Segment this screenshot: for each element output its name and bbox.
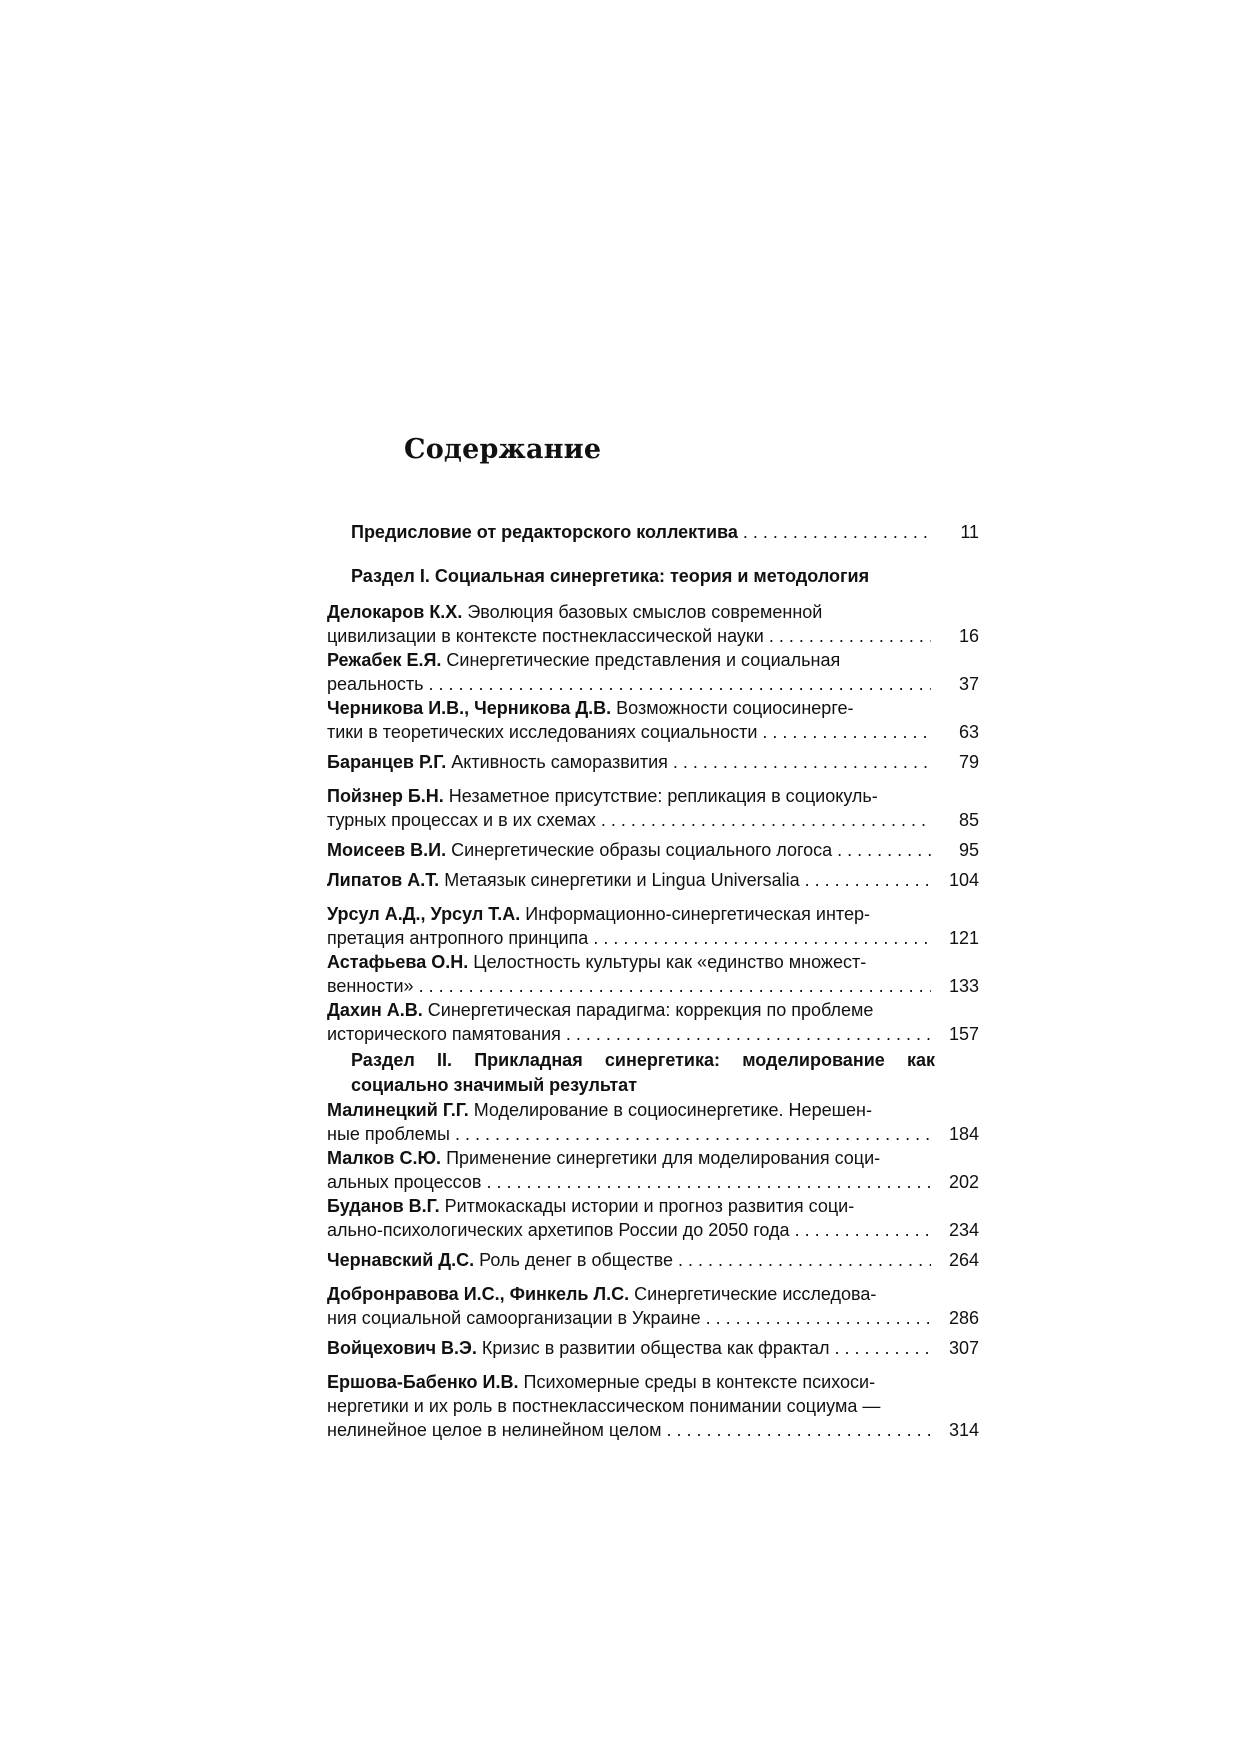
toc-entry[interactable] <box>327 1098 979 1146</box>
entry-title-cont: тики в теоретических исследованиях социальности <box>327 722 758 742</box>
leader-dots <box>486 1170 931 1194</box>
page-number: 202 <box>948 1172 979 1192</box>
toc-entry[interactable] <box>327 648 979 696</box>
entry-author: Пойзнер Б.Н. <box>327 786 444 806</box>
entry-title-cont: реальность <box>327 674 424 694</box>
entry-title: Метаязык синергетики и Lingua Universalia <box>439 870 800 890</box>
entry-title: Применение синергетики для моделирования соци- <box>441 1148 881 1168</box>
entry-title: Незаметное присутствие: репликация в социокуль- <box>443 786 878 806</box>
leader-dots <box>769 624 931 648</box>
section-heading-line: социально значимый результат <box>351 1075 638 1095</box>
toc-entry[interactable] <box>327 868 979 892</box>
table-of-contents <box>327 520 979 1442</box>
toc-entry[interactable] <box>327 1146 979 1194</box>
entry-title: Синергетическая парадигма: коррекция по проблеме <box>422 1000 874 1020</box>
leader-dots <box>805 868 931 892</box>
page-number: 79 <box>958 752 979 772</box>
section-heading-line: Раздел II. Прикладная синергетика: моделирование как <box>351 1050 935 1070</box>
page-number: 11 <box>960 522 979 542</box>
entry-title-cont: венности» <box>327 976 414 996</box>
entry-author: Малков С.Ю. <box>327 1148 442 1168</box>
toc-entry[interactable] <box>327 950 979 998</box>
section-heading <box>327 1048 935 1098</box>
section-heading: Раздел I. Социальная синергетика: теория и методология <box>351 566 870 586</box>
leader-dots <box>762 720 931 744</box>
page-number: 133 <box>948 976 979 996</box>
toc-entry[interactable] <box>327 838 979 862</box>
page-number: 95 <box>958 840 979 860</box>
page-number: 314 <box>948 1420 979 1440</box>
entry-title: Эволюция базовых смыслов современной <box>462 602 823 622</box>
toc-entry-preface[interactable] <box>351 520 979 544</box>
entry-author: Добронравова И.С., Финкель Л.С. <box>327 1284 630 1304</box>
leader-dots <box>673 750 931 774</box>
entry-title: Психомерные среды в контексте психоси- <box>518 1372 876 1392</box>
entry-title: Кризис в развитии общества как фрактал <box>476 1338 830 1358</box>
leader-dots <box>667 1418 931 1442</box>
entry-title: Моделирование в социосинергетике. Нерешен- <box>468 1100 872 1120</box>
entry-author: Чернавский Д.С. <box>327 1250 475 1270</box>
toc-entry[interactable] <box>327 1194 979 1242</box>
leader-dots <box>837 838 931 862</box>
entry-title-cont: ально-психологических архетипов России до 2050 года <box>327 1220 790 1240</box>
entry-author: Черникова И.В., Черникова Д.В. <box>327 698 612 718</box>
toc-entry[interactable] <box>327 696 979 744</box>
page-number: 85 <box>958 810 979 830</box>
page-number: 234 <box>948 1220 979 1240</box>
leader-dots <box>429 672 932 696</box>
toc-entry[interactable] <box>327 1282 979 1330</box>
entry-author: Буданов В.Г. <box>327 1196 440 1216</box>
leader-dots <box>835 1336 931 1360</box>
entry-title-cont: претация антропного принципа <box>327 928 589 948</box>
toc-entry[interactable] <box>327 1370 979 1442</box>
entry-title: Активность саморазвития <box>446 752 668 772</box>
page-number: 157 <box>948 1024 979 1044</box>
leader-dots <box>455 1122 931 1146</box>
entry-author: Малинецкий Г.Г. <box>327 1100 469 1120</box>
entry-title-cont: ния социальной самоорганизации в Украине <box>327 1308 701 1328</box>
entry-author: Баранцев Р.Г. <box>327 752 447 772</box>
page-number: 286 <box>948 1308 979 1328</box>
toc-entry[interactable] <box>327 1248 979 1272</box>
leader-dots <box>601 808 931 832</box>
entry-title-cont: цивилизации в контексте постнеклассической науки <box>327 626 764 646</box>
entry-author: Делокаров К.Х. <box>327 602 463 622</box>
page-number: 104 <box>948 870 979 890</box>
leader-dots <box>743 520 931 544</box>
entry-title: Информационно-синергетическая интер- <box>520 904 870 924</box>
entry-title: Синергетические исследова- <box>629 1284 877 1304</box>
entry-title: Синергетические образы социального логоса <box>446 840 833 860</box>
toc-entry[interactable] <box>327 998 979 1046</box>
leader-dots <box>566 1022 931 1046</box>
entry-title-cont: нергетики и их роль в постнеклассическом понимании социума — <box>327 1396 881 1416</box>
entry-author: Астафьева О.Н. <box>327 952 469 972</box>
leader-dots <box>593 926 931 950</box>
entry-title: Ритмокаскады истории и прогноз развития соци- <box>439 1196 855 1216</box>
entry-title: Целостность культуры как «единство множест- <box>468 952 867 972</box>
entry-author: Войцехович В.Э. <box>327 1338 477 1358</box>
entry-title: Возможности социосинерге- <box>611 698 854 718</box>
leader-dots <box>706 1306 931 1330</box>
entry-title-cont: альных процессов <box>327 1172 482 1192</box>
entry-author: Липатов А.Т. <box>327 870 440 890</box>
page-number: 307 <box>948 1338 979 1358</box>
toc-entry[interactable] <box>327 902 979 950</box>
page-title: Содержание <box>404 434 602 465</box>
entry-author: Ершова-Бабенко И.В. <box>327 1372 519 1392</box>
page-number: 184 <box>948 1124 979 1144</box>
entry-author: Дахин А.В. <box>327 1000 423 1020</box>
leader-dots <box>795 1218 931 1242</box>
entry-author: Моисеев В.И. <box>327 840 447 860</box>
toc-entry-title: Предисловие от редакторского коллектива <box>351 522 738 542</box>
entry-title: Синергетические представления и социальная <box>441 650 841 670</box>
toc-entry[interactable] <box>327 600 979 648</box>
leader-dots <box>419 974 931 998</box>
page-number: 264 <box>948 1250 979 1270</box>
page-number: 63 <box>958 722 979 742</box>
entry-title-cont: ные проблемы <box>327 1124 450 1144</box>
entry-author: Режабек Е.Я. <box>327 650 442 670</box>
toc-entry[interactable] <box>327 1336 979 1360</box>
entry-title-cont: исторического памятования <box>327 1024 561 1044</box>
entry-title-cont: нелинейное целое в нелинейном целом <box>327 1420 662 1440</box>
page-number: 121 <box>948 928 979 948</box>
entry-author: Урсул А.Д., Урсул Т.А. <box>327 904 521 924</box>
toc-entry[interactable] <box>327 784 979 832</box>
page-number: 16 <box>958 626 979 646</box>
page-number: 37 <box>958 674 979 694</box>
entry-title: Роль денег в обществе <box>474 1250 674 1270</box>
toc-entry[interactable] <box>327 750 979 774</box>
entry-title-cont: турных процессах и в их схемах <box>327 810 596 830</box>
leader-dots <box>678 1248 931 1272</box>
